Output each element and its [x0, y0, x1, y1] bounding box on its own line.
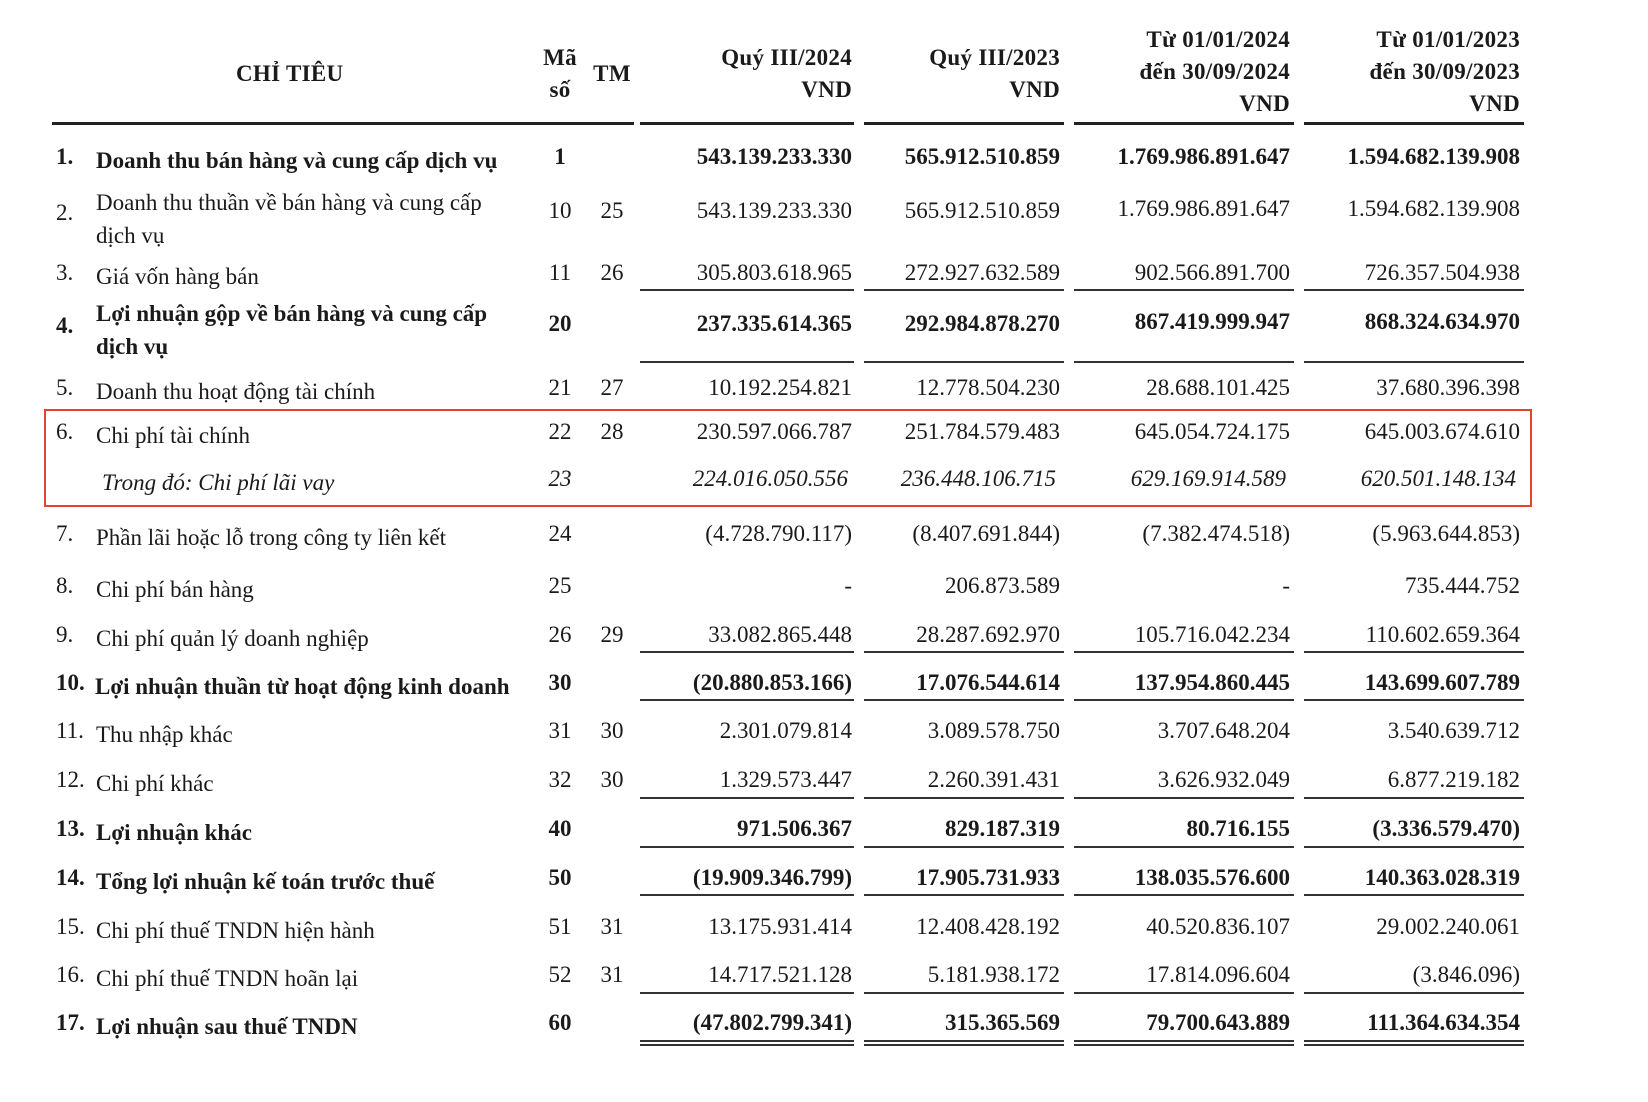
underline: [864, 846, 1064, 848]
header-col2-line2: VND: [1009, 77, 1060, 102]
row-value-ytd-2024: 1.769.986.891.647: [1117, 196, 1290, 221]
row-value-q3-2024: (20.880.853.166): [692, 670, 852, 695]
row-value-q3-2023: 565.912.510.859: [904, 144, 1060, 169]
row-code: 20: [548, 311, 572, 336]
underline: [640, 846, 854, 848]
row-number: 11.: [56, 718, 84, 743]
row-value-q3-2023: 17.076.544.614: [916, 670, 1060, 695]
underline: [640, 797, 854, 799]
row-value-ytd-2023: 868.324.634.970: [1364, 309, 1520, 334]
double-underline: [640, 1044, 854, 1046]
row-note: 31: [600, 914, 624, 939]
header-col3-line1: Từ 01/01/2024: [1146, 27, 1290, 52]
header-rule-col1: [640, 122, 854, 125]
header-rule-col4: [1304, 122, 1524, 125]
table-row: [0, 865, 1648, 915]
underline: [1074, 846, 1294, 848]
row-value-q3-2023: (8.407.691.844): [912, 521, 1060, 546]
row-value-q3-2023: 206.873.589: [945, 573, 1060, 598]
row-value-ytd-2023: (3.336.579.470): [1372, 816, 1520, 841]
row-value-ytd-2024: 867.419.999.947: [1134, 309, 1290, 334]
table-row: [0, 375, 1648, 425]
row-value-ytd-2024: 137.954.860.445: [1134, 670, 1290, 695]
row-code: 26: [548, 622, 572, 647]
underline: [864, 289, 1064, 291]
table-row: [0, 419, 1648, 469]
row-value-ytd-2024: (7.382.474.518): [1142, 521, 1290, 546]
header-col4-line1: Từ 01/01/2023: [1376, 27, 1520, 52]
row-value-q3-2024: 33.082.865.448: [708, 622, 852, 647]
row-value-ytd-2023: 140.363.028.319: [1364, 865, 1520, 890]
row-value-ytd-2023: (5.963.644.853): [1372, 521, 1520, 546]
double-underline: [640, 1040, 854, 1042]
table-row: [0, 718, 1648, 768]
row-value-q3-2024: 14.717.521.128: [708, 962, 852, 987]
row-value-q3-2023: 3.089.578.750: [927, 718, 1060, 743]
header-col1: [640, 42, 852, 106]
underline: [640, 699, 854, 701]
header-col1-line1: Quý III/2024: [721, 45, 852, 70]
row-label: Chi phí quản lý doanh nghiệp: [96, 626, 369, 651]
underline: [864, 361, 1064, 363]
underline: [1304, 894, 1524, 896]
underline: [864, 699, 1064, 701]
row-code: 52: [548, 962, 572, 987]
row-value-q3-2023: 251.784.579.483: [904, 419, 1060, 444]
header-col1-line2: VND: [801, 77, 852, 102]
table-row: [0, 914, 1648, 964]
underline: [640, 361, 854, 363]
row-value-q3-2024: 305.803.618.965: [696, 260, 852, 285]
row-value-q3-2023: 5.181.938.172: [927, 962, 1060, 987]
underline: [1304, 651, 1524, 653]
row-note: 30: [600, 767, 624, 792]
underline: [1304, 797, 1524, 799]
row-note: 27: [600, 375, 624, 400]
row-value-q3-2024: (47.802.799.341): [692, 1010, 852, 1035]
header-col3-line3: VND: [1239, 91, 1290, 116]
row-value-ytd-2023: (3.846.096): [1412, 962, 1520, 987]
underline: [640, 289, 854, 291]
row-value-ytd-2023: 110.602.659.364: [1365, 622, 1520, 647]
row-value-q3-2024: (4.728.790.117): [705, 521, 852, 546]
row-number: 9.: [56, 622, 74, 647]
row-value-ytd-2024: 17.814.096.604: [1146, 962, 1290, 987]
row-label: Doanh thu hoạt động tài chính: [96, 379, 376, 404]
header-rule-label: [52, 122, 634, 125]
row-value-ytd-2024: 105.716.042.234: [1134, 622, 1290, 647]
row-value-ytd-2024: 902.566.891.700: [1134, 260, 1290, 285]
row-code: 51: [548, 914, 572, 939]
row-note: 31: [600, 962, 624, 987]
underline: [1304, 992, 1524, 994]
row-value-ytd-2024: -: [1282, 573, 1290, 598]
underline: [1074, 699, 1294, 701]
row-value-ytd-2023: 645.003.674.610: [1364, 419, 1520, 444]
row-code: 25: [548, 573, 572, 598]
row-value-ytd-2023: 37.680.396.398: [1376, 375, 1520, 400]
row-code: 24: [548, 521, 572, 546]
row-code: 1: [554, 144, 566, 169]
table-row: [0, 816, 1648, 866]
table-row: [0, 573, 1648, 623]
row-code: 23: [548, 466, 572, 491]
row-code: 22: [548, 419, 572, 444]
row-value-q3-2023: 236.448.106.715: [900, 466, 1056, 491]
row-label: Giá vốn hàng bán: [96, 264, 259, 289]
row-number: 1.: [56, 144, 74, 169]
header-col4-line3: VND: [1469, 91, 1520, 116]
row-value-q3-2024: 1.329.573.447: [719, 767, 852, 792]
row-label: Thu nhập khác: [96, 722, 233, 747]
row-number: 8.: [56, 573, 74, 598]
header-ma-so: [540, 42, 580, 106]
row-label: Chi phí tài chính: [96, 423, 250, 448]
row-label: Doanh thu bán hàng và cung cấp dịch vụ: [96, 148, 498, 173]
row-value-ytd-2023: 1.594.682.139.908: [1347, 196, 1520, 221]
underline: [864, 894, 1064, 896]
row-number: 4.: [56, 313, 74, 338]
row-label: Phần lãi hoặc lỗ trong công ty liên kết: [96, 525, 447, 550]
header-tm: TM: [593, 61, 631, 86]
underline: [864, 651, 1064, 653]
row-number: 13.: [56, 816, 85, 841]
header-chi-tieu: CHỈ TIÊU: [236, 61, 344, 86]
row-label: Tổng lợi nhuận kế toán trước thuế: [96, 869, 435, 894]
row-value-q3-2023: 12.778.504.230: [916, 375, 1060, 400]
underline: [864, 797, 1064, 799]
underline: [1304, 699, 1524, 701]
underline: [1074, 992, 1294, 994]
row-value-ytd-2024: 1.769.986.891.647: [1117, 144, 1290, 169]
row-value-q3-2024: 10.192.254.821: [708, 375, 852, 400]
row-value-q3-2024: -: [844, 573, 852, 598]
row-code: 32: [548, 767, 572, 792]
underline: [1304, 361, 1524, 363]
row-label: Lợi nhuận khác: [96, 820, 252, 845]
row-value-q3-2024: 237.335.614.365: [696, 311, 852, 336]
row-label: Trong đó: Chi phí lãi vay: [102, 470, 335, 495]
double-underline: [1074, 1040, 1294, 1042]
row-value-q3-2023: 292.984.878.270: [904, 311, 1060, 336]
header-ma-so-line1: Mã: [543, 45, 577, 70]
table-row: [0, 767, 1648, 817]
row-label: Doanh thu thuần về bán hàng và cung cấp dịch vụ: [96, 190, 482, 248]
row-value-q3-2024: 543.139.233.330: [696, 144, 852, 169]
row-value-ytd-2024: 645.054.724.175: [1134, 419, 1290, 444]
row-number: 5.: [56, 375, 74, 400]
row-value-ytd-2024: 629.169.914.589: [1130, 466, 1286, 491]
underline: [640, 894, 854, 896]
table-row: [0, 622, 1648, 672]
row-number: 14.: [56, 865, 85, 890]
row-value-ytd-2024: 3.626.932.049: [1157, 767, 1290, 792]
row-label: Lợi nhuận sau thuế TNDN: [96, 1014, 358, 1039]
row-note: 29: [600, 622, 624, 647]
row-number: 15.: [56, 914, 85, 939]
row-value-q3-2024: 224.016.050.556: [692, 466, 848, 491]
row-value-q3-2023: 17.905.731.933: [916, 865, 1060, 890]
underline: [1304, 846, 1524, 848]
table-row: [0, 186, 1648, 252]
underline: [1074, 797, 1294, 799]
row-value-ytd-2023: 143.699.607.789: [1364, 670, 1520, 695]
row-number: 2.: [56, 200, 74, 225]
row-note: 30: [600, 718, 624, 743]
double-underline: [1304, 1040, 1524, 1042]
row-code: 10: [548, 198, 572, 223]
header-col3-line2: đến 30/09/2024: [1139, 59, 1290, 84]
row-value-ytd-2023: 620.501.148.134: [1360, 466, 1516, 491]
row-code: 31: [548, 718, 572, 743]
header-col4: [1300, 24, 1520, 120]
row-value-ytd-2023: 29.002.240.061: [1376, 914, 1520, 939]
underline: [1074, 289, 1294, 291]
row-code: 30: [548, 670, 572, 695]
row-number: 3.: [56, 260, 74, 285]
row-value-ytd-2024: 28.688.101.425: [1146, 375, 1290, 400]
row-number: 10.: [56, 670, 85, 695]
row-value-q3-2023: 12.408.428.192: [916, 914, 1060, 939]
row-value-ytd-2023: 1.594.682.139.908: [1347, 144, 1520, 169]
row-label: Lợi nhuận thuần từ hoạt động kinh doanh: [95, 674, 510, 699]
table-row: [0, 521, 1648, 571]
header-rule-col2: [864, 122, 1064, 125]
row-value-q3-2024: 543.139.233.330: [696, 198, 852, 223]
header-col4-line2: đến 30/09/2023: [1369, 59, 1520, 84]
row-value-q3-2024: 971.506.367: [737, 816, 852, 841]
row-value-q3-2024: 230.597.066.787: [696, 419, 852, 444]
row-number: 16.: [56, 962, 85, 987]
row-label: Lợi nhuận gộp về bán hàng và cung cấp dịch vụ: [96, 301, 488, 359]
row-label: Chi phí thuế TNDN hiện hành: [96, 918, 375, 943]
row-value-q3-2024: 2.301.079.814: [719, 718, 852, 743]
row-value-ytd-2024: 80.716.155: [1186, 816, 1290, 841]
row-value-ytd-2024: 79.700.643.889: [1146, 1010, 1290, 1035]
row-value-ytd-2023: 6.877.219.182: [1387, 767, 1520, 792]
header-col2-line1: Quý III/2023: [929, 45, 1060, 70]
underline: [640, 651, 854, 653]
table-row: [0, 466, 1648, 516]
row-note: 26: [600, 260, 624, 285]
table-row: [0, 297, 1648, 363]
row-value-ytd-2024: 138.035.576.600: [1134, 865, 1290, 890]
row-code: 11: [548, 260, 572, 285]
row-value-q3-2023: 272.927.632.589: [904, 260, 1060, 285]
underline: [640, 992, 854, 994]
double-underline: [864, 1044, 1064, 1046]
row-label: Chi phí thuế TNDN hoãn lại: [96, 966, 359, 991]
row-value-ytd-2024: 40.520.836.107: [1146, 914, 1290, 939]
row-code: 60: [548, 1010, 572, 1035]
underline: [1074, 894, 1294, 896]
row-value-ytd-2024: 3.707.648.204: [1157, 718, 1290, 743]
row-value-ytd-2023: 726.357.504.938: [1364, 260, 1520, 285]
underline: [1304, 289, 1524, 291]
row-label: Chi phí bán hàng: [96, 577, 254, 602]
table-row: [0, 962, 1648, 1012]
row-code: 50: [548, 865, 572, 890]
row-note: 28: [600, 419, 624, 444]
header-rule-col3: [1074, 122, 1294, 125]
row-value-q3-2024: (19.909.346.799): [692, 865, 852, 890]
underline: [864, 992, 1064, 994]
table-row: [0, 1010, 1648, 1060]
row-value-q3-2023: 565.912.510.859: [904, 198, 1060, 223]
row-value-q3-2023: 28.287.692.970: [916, 622, 1060, 647]
underline: [1074, 651, 1294, 653]
row-value-ytd-2023: 111.364.634.354: [1367, 1010, 1520, 1035]
row-value-ytd-2023: 3.540.639.712: [1387, 718, 1520, 743]
header-col3: [1070, 24, 1290, 120]
underline: [1074, 361, 1294, 363]
row-value-ytd-2023: 735.444.752: [1405, 573, 1520, 598]
row-number: 7.: [56, 521, 74, 546]
row-value-q3-2024: 13.175.931.414: [708, 914, 852, 939]
double-underline: [864, 1040, 1064, 1042]
row-value-q3-2023: 829.187.319: [945, 816, 1060, 841]
table-row: [0, 670, 1648, 720]
row-note: 25: [600, 198, 624, 223]
row-code: 21: [548, 375, 572, 400]
row-label: Chi phí khác: [96, 771, 214, 796]
header-col2: [860, 42, 1060, 106]
row-value-q3-2023: 2.260.391.431: [927, 767, 1060, 792]
row-number: 12.: [56, 767, 85, 792]
row-value-q3-2023: 315.365.569: [945, 1010, 1060, 1035]
double-underline: [1074, 1044, 1294, 1046]
header-ma-so-line2: số: [549, 77, 571, 102]
row-number: 17.: [56, 1010, 85, 1035]
row-number: 6.: [56, 419, 74, 444]
row-code: 40: [548, 816, 572, 841]
double-underline: [1304, 1044, 1524, 1046]
